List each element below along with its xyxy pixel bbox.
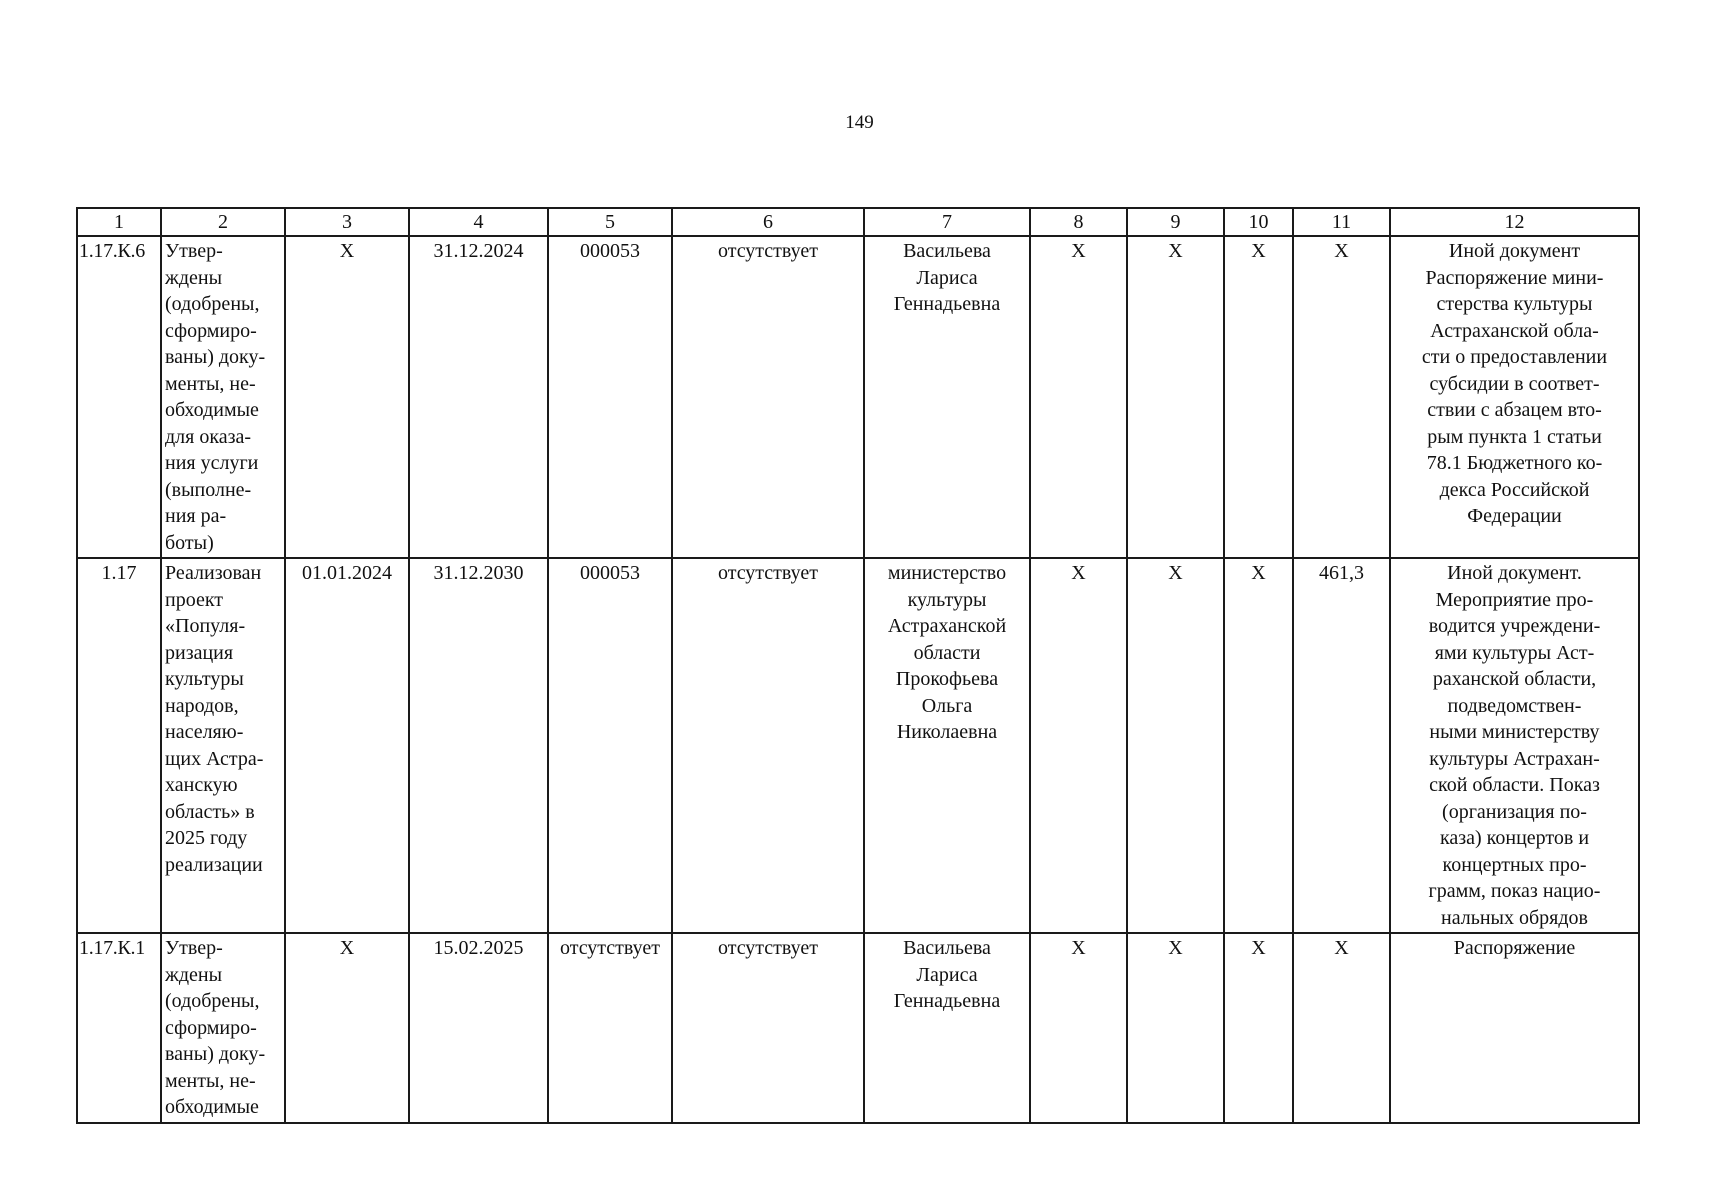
cell-responsible: министерство культуры Астраханской области Прокофьева Ольга Николаевна bbox=[864, 558, 1030, 933]
header-cell: 12 bbox=[1390, 208, 1639, 236]
header-cell: 8 bbox=[1030, 208, 1127, 236]
cell-col6: отсутствует bbox=[672, 558, 864, 933]
page-number: 149 bbox=[845, 112, 874, 133]
cell-col9: X bbox=[1127, 236, 1224, 558]
cell-col6: отсутствует bbox=[672, 236, 864, 558]
header-cell: 1 bbox=[77, 208, 161, 236]
header-cell: 6 bbox=[672, 208, 864, 236]
cell-document: Иной документ. Мероприятие про- водится учреждени- ями культуры Аст- раханской области, подведомствен- ными министерству культуры Астрахан- ской области. Показ (организация по- каза) концертов и концертных про- грамм, показ нацио- нальных обрядов bbox=[1390, 558, 1639, 933]
cell-number: 1.17.К.6 bbox=[77, 236, 161, 558]
header-cell: 3 bbox=[285, 208, 409, 236]
cell-name: Утвер- ждены (одобрены, сформиро- ваны) доку- менты, не- обходимые bbox=[161, 933, 285, 1123]
cell-code: отсутствует bbox=[548, 933, 672, 1123]
cell-col10: X bbox=[1224, 933, 1293, 1123]
cell-code: 000053 bbox=[548, 558, 672, 933]
table-row bbox=[77, 558, 1639, 933]
cell-name: Реализован проект «Популя- ризация культуры народов, населяю- щих Астра- ханскую область» в 2025 году реализации bbox=[161, 558, 285, 933]
cell-code: 000053 bbox=[548, 236, 672, 558]
cell-responsible: Васильева Лариса Геннадьевна bbox=[864, 236, 1030, 558]
cell-col11: X bbox=[1293, 236, 1390, 558]
cell-document: Иной документ Распоряжение мини- стерства культуры Астраханской обла- сти о предоставлении субсидии в соответ- ствии с абзацем вто- рым пункта 1 статьи 78.1 Бюджетного ко- декса Российской Федерации bbox=[1390, 236, 1639, 558]
header-cell: 5 bbox=[548, 208, 672, 236]
cell-start-date: X bbox=[285, 933, 409, 1123]
cell-end-date: 15.02.2025 bbox=[409, 933, 548, 1123]
cell-col10: X bbox=[1224, 558, 1293, 933]
cell-responsible: Васильева Лариса Геннадьевна bbox=[864, 933, 1030, 1123]
cell-col8: X bbox=[1030, 236, 1127, 558]
header-cell: 4 bbox=[409, 208, 548, 236]
cell-number: 1.17 bbox=[77, 558, 161, 933]
cell-col9: X bbox=[1127, 558, 1224, 933]
header-cell: 2 bbox=[161, 208, 285, 236]
header-cell: 10 bbox=[1224, 208, 1293, 236]
cell-name: Утвер- ждены (одобрены, сформиро- ваны) доку- менты, не- обходимые для оказа- ния услуги (выполне- ния ра- боты) bbox=[161, 236, 285, 558]
plan-table bbox=[76, 207, 1640, 1124]
cell-col11: 461,3 bbox=[1293, 558, 1390, 933]
cell-end-date: 31.12.2030 bbox=[409, 558, 548, 933]
cell-col9: X bbox=[1127, 933, 1224, 1123]
cell-col10: X bbox=[1224, 236, 1293, 558]
cell-col6: отсутствует bbox=[672, 933, 864, 1123]
header-cell: 9 bbox=[1127, 208, 1224, 236]
cell-start-date: X bbox=[285, 236, 409, 558]
header-cell: 11 bbox=[1293, 208, 1390, 236]
cell-col8: X bbox=[1030, 558, 1127, 933]
cell-start-date: 01.01.2024 bbox=[285, 558, 409, 933]
table-row bbox=[77, 933, 1639, 1123]
cell-number: 1.17.К.1 bbox=[77, 933, 161, 1123]
header-cell: 7 bbox=[864, 208, 1030, 236]
table-header-row bbox=[77, 208, 1639, 236]
table-row bbox=[77, 236, 1639, 558]
cell-end-date: 31.12.2024 bbox=[409, 236, 548, 558]
cell-col8: X bbox=[1030, 933, 1127, 1123]
cell-col11: X bbox=[1293, 933, 1390, 1123]
cell-document: Распоряжение bbox=[1390, 933, 1639, 1123]
